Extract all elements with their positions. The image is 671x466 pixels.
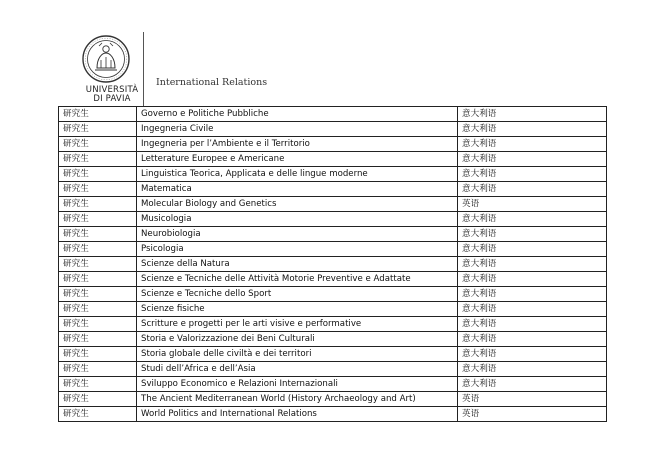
language-cell: 意大利语 — [458, 287, 607, 302]
table-row — [59, 377, 607, 392]
program-name-cell: Scienze della Natura — [137, 257, 458, 272]
language-cell: 英语 — [458, 197, 607, 212]
degree-level-cell: 研究生 — [59, 347, 137, 362]
program-name-cell: Matematica — [137, 182, 458, 197]
table-row — [59, 272, 607, 287]
language-cell: 意大利语 — [458, 272, 607, 287]
table-row — [59, 242, 607, 257]
degree-level-cell: 研究生 — [59, 392, 137, 407]
program-name-cell: Linguistica Teorica, Applicata e delle lingue moderne — [137, 167, 458, 182]
degree-level-cell: 研究生 — [59, 197, 137, 212]
program-name-cell: Psicologia — [137, 242, 458, 257]
degree-level-cell: 研究生 — [59, 407, 137, 422]
degree-level-cell: 研究生 — [59, 137, 137, 152]
language-cell: 意大利语 — [458, 377, 607, 392]
university-name — [76, 86, 148, 104]
program-name-cell: Scienze e Tecniche dello Sport — [137, 287, 458, 302]
program-name-cell: Scienze fisiche — [137, 302, 458, 317]
degree-level-cell: 研究生 — [59, 107, 137, 122]
degree-level-cell: 研究生 — [59, 302, 137, 317]
table-row — [59, 407, 607, 422]
language-cell: 意大利语 — [458, 362, 607, 377]
table-row — [59, 182, 607, 197]
degree-level-cell: 研究生 — [59, 242, 137, 257]
table-row — [59, 227, 607, 242]
degree-level-cell: 研究生 — [59, 362, 137, 377]
program-name-cell: Storia e Valorizzazione dei Beni Culturali — [137, 332, 458, 347]
degree-level-cell: 研究生 — [59, 317, 137, 332]
program-name-cell: Neurobiologia — [137, 227, 458, 242]
table-row — [59, 362, 607, 377]
language-cell: 英语 — [458, 392, 607, 407]
language-cell: 意大利语 — [458, 107, 607, 122]
table-row — [59, 392, 607, 407]
language-cell: 意大利语 — [458, 122, 607, 137]
program-name-cell: Letterature Europee e Americane — [137, 152, 458, 167]
language-cell: 意大利语 — [458, 302, 607, 317]
degree-level-cell: 研究生 — [59, 332, 137, 347]
table-row — [59, 287, 607, 302]
program-name-cell: Molecular Biology and Genetics — [137, 197, 458, 212]
university-name-line1: UNIVERSITÀ — [85, 85, 139, 95]
degree-level-cell: 研究生 — [59, 152, 137, 167]
program-name-cell: Musicologia — [137, 212, 458, 227]
program-name-cell: Studi dell’Africa e dell’Asia — [137, 362, 458, 377]
language-cell: 英语 — [458, 407, 607, 422]
language-cell: 意大利语 — [458, 137, 607, 152]
programs-table-body — [59, 107, 607, 422]
table-row — [59, 122, 607, 137]
university-seal-icon — [81, 34, 131, 84]
language-cell: 意大利语 — [458, 347, 607, 362]
degree-level-cell: 研究生 — [59, 182, 137, 197]
program-name-cell: Sviluppo Economico e Relazioni Internazionali — [137, 377, 458, 392]
language-cell: 意大利语 — [458, 257, 607, 272]
program-name-cell: Governo e Politiche Pubbliche — [137, 107, 458, 122]
program-name-cell: Storia globale delle civiltà e dei territori — [137, 347, 458, 362]
degree-level-cell: 研究生 — [59, 257, 137, 272]
table-row — [59, 167, 607, 182]
university-name-line2: DI PAVIA — [93, 94, 131, 104]
table-row — [59, 197, 607, 212]
program-name-cell: Scienze e Tecniche delle Attività Motorie Preventive e Adattate — [137, 272, 458, 287]
table-row — [59, 347, 607, 362]
language-cell: 意大利语 — [458, 167, 607, 182]
university-logo — [76, 34, 139, 106]
degree-level-cell: 研究生 — [59, 227, 137, 242]
header-divider — [143, 32, 144, 106]
table-row — [59, 107, 607, 122]
language-cell: 意大利语 — [458, 152, 607, 167]
program-name-cell: World Politics and International Relations — [137, 407, 458, 422]
language-cell: 意大利语 — [458, 227, 607, 242]
program-name-cell: Ingegneria per l’Ambiente e il Territorio — [137, 137, 458, 152]
programs-table — [58, 106, 607, 422]
table-row — [59, 332, 607, 347]
table-row — [59, 302, 607, 317]
language-cell: 意大利语 — [458, 242, 607, 257]
table-row — [59, 152, 607, 167]
degree-level-cell: 研究生 — [59, 122, 137, 137]
language-cell: 意大利语 — [458, 212, 607, 227]
language-cell: 意大利语 — [458, 332, 607, 347]
language-cell: 意大利语 — [458, 317, 607, 332]
degree-level-cell: 研究生 — [59, 272, 137, 287]
language-cell: 意大利语 — [458, 182, 607, 197]
office-title: International Relations — [156, 77, 268, 88]
table-row — [59, 317, 607, 332]
program-name-cell: Scritture e progetti per le arti visive e performative — [137, 317, 458, 332]
program-name-cell: Ingegneria Civile — [137, 122, 458, 137]
degree-level-cell: 研究生 — [59, 167, 137, 182]
degree-level-cell: 研究生 — [59, 287, 137, 302]
table-row — [59, 257, 607, 272]
program-name-cell: The Ancient Mediterranean World (History Archaeology and Art) — [137, 392, 458, 407]
degree-level-cell: 研究生 — [59, 212, 137, 227]
degree-level-cell: 研究生 — [59, 377, 137, 392]
table-row — [59, 212, 607, 227]
table-row — [59, 137, 607, 152]
document-header — [70, 30, 606, 106]
